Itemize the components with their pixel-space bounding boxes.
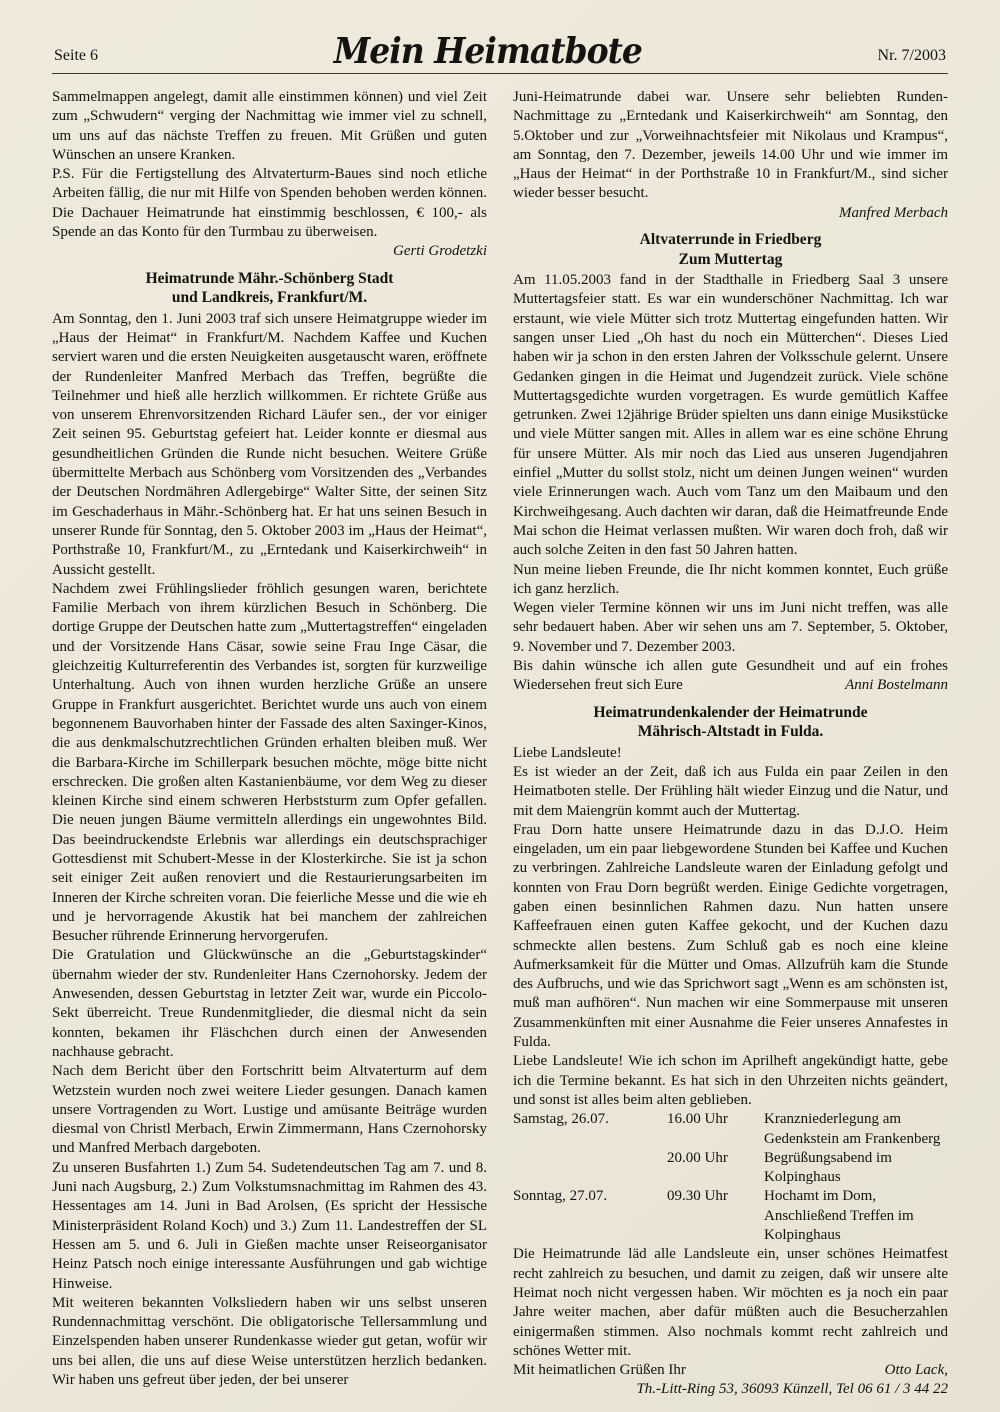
paragraph: Nach dem Bericht über den Fortschritt beim Altvaterturm auf dem Wetzstein wurden noch zwei weitere Lieder gesungen. Danach kamen unsere Vortragenden zu Wort. Lustige und amüsante Beiträge wurden diesmal von Christl Merbach, Erwin Zimmermann, Hans Czernohorsky und Manfred Merbach dargeboten. [52,1063,487,1157]
closing-line: Bis dahin wünsche ich allen gute Gesundheit und auf ein frohes Wiedersehen freut sich Eure [513,658,948,694]
article-schoenberg-continuation [513,88,948,223]
paragraph: Frau Dorn hatte unsere Heimatrunde dazu in das D.J.O. Heim eingeladen, um ein paar liebgewordene Stunden bei Kaffee und Kuchen zu verbringen. Zahlreiche Landsleute waren der Einladung gefolgt und konnten von Frau Dorn begrüßt werden. Einige Gedichte vorgetragen, gaben einen besinnlichen Rahmen dazu. Nun hatten unsere Kaffeefrauen einen guten Kaffee gekocht, und der Kuchen dazu schmeckte allen bestens. Zum Schluß gab es noch eine kleine Aufmerksamkeit für die Mütter und Omas. Allzufrüh kam die Stunde des Aufbruchs, und wie das Sprichwort sagt „Wenn es am schönsten ist, muß man aufhören“. Nun machen wir eine Sommerpause mit unseren Zusammenkünften mit einer Ausnahme die Feier unseres Annafestes in Fulda. [513,821,948,1051]
paragraph: P.S. Für die Fertigstellung des Altvaterturm-Baues sind noch etliche Arbeiten fällig, die nur mit Hilfe von Spenden behoben werden können. Die Dachauer Heimatrunde hat einstimmig beschlossen, € 100,- als Spende an das Konto für den Turmbau zu überweisen. [52,166,487,241]
paragraph: Liebe Landsleute! Wie ich schon im Aprilheft angekündigt hatte, gebe ich die Termine bekannt. Es hat sich in den Uhrzeiten nichts geändert, und sonst ist alles beim alten geblieben. [513,1053,948,1108]
schedule-time: 20.00 Uhr [667,1149,728,1166]
schedule-day: Samstag, 26.07. [513,1111,609,1128]
schedule-time: 16.00 Uhr [667,1111,728,1128]
article-title-line-2: Zum Muttertag [678,250,783,268]
paragraph: Die Gratulation und Glückwünsche an die „Geburtstagskinder“ übernahm wieder der stv. Rundenleiter Hans Czernohorsky. Jedem der Anwesenden, dessen Geburtstag in letzter Zeit war, wurde ein Piccolo-Sekt überreicht. Treue Rundenmitglieder, die diesmal nicht da sein konnten, bekamen ihr Fläschchen durch einen der Anwesenden nachhause gebracht. [52,947,487,1060]
schedule-desc: Kranzniederlegung am Gedenkstein am Frankenberg [764,1111,941,1147]
page-header [52,29,948,73]
paragraph: Wegen vieler Termine können wir uns im Juni nicht treffen, was alle sehr bedauert haben. Aber wir sehen uns am 7. September, 5. Oktober, 9. November und 7. Dezember 2003. [513,600,948,655]
paragraph: Am 11.05.2003 fand in der Stadthalle in Friedberg Saal 3 unsere Muttertagsfeier statt. Es war ein wunderschöner Nachmittag. Ich war erstaunt, wie viele Mütter sich trotz Muttertag eingefunden hatten. Wir sangen unser Lied „Oh hast du noch ein Mütterchen“. Dieses Lied haben wir ja schon in den ersten Jahren der Volksschule gelernt. Unsere Gedanken gingen in die Heimat und Jugendzeit zurück. Viele schöne Muttertagsgedichte wurden vorgetragen. Es wurde gemütlich Kaffee getrunken. Zwei 12jährige Brüder spielten uns dann einige Musikstücke und viele Mütter sangen mit. Alles in allem war es eine schöne Ehrung für unsere Mütter. Als mir noch das Lied aus unseren Jugendjahren einfiel „Mutter du sollst stolz, nicht um deinen Jungen weinen“ wurden viele Erinnerungen wach. Auch vom Tanz um den Maibaum und den Kirchweihgesang. Auch dachten wir daran, daß die Heimatfreunde Ende Mai schon die Heimat verlassen mußten. Wir waren doch froh, daß wir auch solche Zeiten in den fast 50 Jahren hatten. [513,272,948,559]
schedule-day [513,1149,663,1188]
author-signature: Otto Lack, [884,1362,948,1379]
paragraph: Zu unseren Busfahrten 1.) Zum 54. Sudetendeutschen Tag am 7. und 8. Juni nach Augsburg, 2.) Zum Volkstumsnachmittag im Rahmen des 43. Hessentages am 14. Juni in Bad Arolsen, (Es spricht der Hessische Ministerpräsident Roland Koch) und 3.) Zum 11. Landestreffen der SL Hessen am 5. und 6. Juli in Gießen machte unser Reiseorganisator Heinz Patsch noch einige interessante Ausführungen und gab wichtige Hinweise. [52,1159,487,1292]
issue-number: Nr. 7/2003 [877,47,946,64]
article-title-line-1: Heimatrunde Mähr.-Schönberg Stadt [145,269,394,287]
event-schedule [513,1110,948,1245]
schedule-day: Sonntag, 27.07. [513,1188,608,1205]
author-signature: Manfred Merbach [839,204,948,221]
paragraph: Es ist wieder an der Zeit, daß ich aus Fulda ein paar Zeilen in den Heimatboten stelle. Der Frühling hält wieder Einzug und die Natur, und mit dem Maiengrün kommt auch der Muttertag. [513,763,948,819]
masthead-title: Mein Heimatbote [333,29,642,72]
article-title-line-2: Mährisch-Altstadt in Fulda. [637,723,824,741]
schedule-desc: Begrüßungsabend im Kolpinghaus [764,1149,892,1186]
paragraph: Am Sonntag, den 1. Juni 2003 traf sich unsere Heimatgruppe wieder im „Haus der Heimat“ in Frankfurt/M. Nachdem Kaffee und Kuchen serviert waren und die ersten Neuigkeiten ausgetauscht waren, eröffnete der Rundenleiter Manfred Merbach das Treffen, begrüßte die Teilnehmer und hieß alle herzlich willkommen. Er richtete Grüße aus von unserem Ehrenvorsitzenden Richard Läufer sen., der vor einiger Zeit seinen 95. Geburtstag gefeiert hat. Leider konnte er diesmal aus gesundheitlichen Gründen die Runde nicht besuchen. Weitere Grüße übermittelte Merbach aus Schönberg vom Vorsitzenden des „Verbandes der Deutschen Nordmähren Adlergebirge“ Walter Sitte, der seinen Sitz im Geschaderhaus in Mähr.-Schönberg hat. Er hat uns seinen Besuch in unserer Runde für Sonntag, den 5. Oktober 2003 im „Haus der Heimat“, Porthstraße 10, Frankfurt/M., zu „Erntedank und Kaiserkirchweih“ in Aussicht gestellt. [52,310,487,578]
schedule-desc: Hochamt im Dom, Anschließend Treffen im Kolpinghaus [764,1188,914,1244]
right-column [513,88,948,1400]
paragraph: Nachdem zwei Frühlingslieder fröhlich gesungen waren, berichtete Familie Merbach von ihrem kürzlichen Besuch in Schönberg. Die dortige Gruppe der Deutschen hatte zum „Muttertagstreffen“ eingeladen und der Vorsitzende Hans Cäsar, sowie seine Frau Inge Cäsar, die gleichzeitig Kulturreferentin des Verbandes ist, sorgten für kurzweilige Unterhaltung. Auch von ihnen wurden herzliche Grüße an unsere Gruppe in Frankfurt ausgerichtet. Berichtet wurde uns auch von einem begonnenem Bauvorhaben hinter der Fassade des alten Saxinger-Kinos, die aus denkmalschutzrechtlichen Gründen erhalten bleiben muß. Wer die Barbara-Kirche im Schillerpark besuchen möchte, möge bitte nicht erschrecken. Die großen alten Kastanienbäume, vor dem Weg zu dieser kleinen Kirche sind einem schweren Herbststurm zum Opfer gefallen. Die neuen jungen Bäume vermitteln allerdings ein ungewohntes Bild. Das beeindruckendste Erlebnis war allerdings ein deutschsprachiger Gottesdienst mit Schubert-Messe in der Klosterkirche. Sie ist ja schon seit einiger Zeit außen renoviert und die Restaurierungsarbeiten im Inneren der Kirche schreiten voran. Die feierliche Messe und die wie eh und je hervorragende Akustik hat bei manchem der zahlreichen Besucher rührende Erinnerung hervorgerufen. [52,580,487,945]
article-schoenberg [52,269,487,1391]
header-divider [52,73,948,74]
salutation: Liebe Landsleute! [513,744,622,761]
paragraph: Sammelmappen angelegt, damit alle einstimmen können) und viel Zeit zum „Schwudern“ verging der Nachmittag wie immer viel zu schnell, um uns auf das nächste Treffen zu freuen. Mit Grüßen und guten Wünschen an unsere Kranken. [52,89,487,163]
closing-text: Mit heimatlichen Grüßen Ihr [513,1362,686,1379]
article-title-line-1: Heimatrundenkalender der Heimatrunde [593,703,868,721]
paragraph: Die Heimatrunde läd alle Landsleute ein, unser schönes Heimatfest recht zahlreich zu besuchen, und damit zu zeigen, daß wir unsere alte Heimat noch nicht vergessen haben. Wir möchten es ja noch ein paar Jahre weiter machen, aber dafür müßten auch die Besucherzahlen einigermaßen stimmen. Also nochmals kommt recht zahlreich und schönes Wetter mit. [513,1246,948,1359]
two-column-body [52,88,948,1400]
article-title-line-1: Altvaterrunde in Friedberg [639,231,822,249]
left-column [52,88,487,1400]
article-friedberg [513,230,948,696]
author-signature: Gerti Grodetzki [392,243,487,260]
paragraph: Mit weiteren bekannten Volksliedern haben wir uns selbst unseren Rundennachmittag verschönt. Die obligatorische Tellersammlung und Einzelspenden haben unserer Rundenkasse wieder gut getan, wofür wir uns bei allen, die uns auf diese Weise unterstützen herzlich bedanken. Wir haben uns gefreut über jeden, der bei unserer [52,1294,487,1388]
article-title [52,269,487,308]
page-number: Seite 6 [54,47,98,64]
article-fulda [513,703,948,1400]
schedule-time: 09.30 Uhr [667,1188,728,1205]
author-address: Th.-Litt-Ring 53, 36093 Künzell, Tel 06 61 / 3 44 22 [636,1381,948,1398]
closing-line [513,1361,948,1380]
article-title-line-2: und Landkreis, Frankfurt/M. [171,289,368,307]
article-dachau-continuation [52,88,487,262]
article-title [513,703,948,742]
paragraph: Nun meine lieben Freunde, die Ihr nicht kommen konntet, Euch grüße ich ganz herzlich. [513,561,948,597]
article-title [513,230,948,269]
author-signature: Anni Bostelmann [845,677,948,694]
paragraph: Juni-Heimatrunde dabei war. Unsere sehr beliebten Runden-Nachmittage zu „Erntedank und Kaiserkirchweih“ am Sonntag, den 5.Oktober und zur „Vorweihnachtsfeier mit Nikolaus und Krampus“, am Sonntag, den 7. Dezember, jeweils 14.00 Uhr und wie immer im „Haus der Heimat“ in der Porthstraße 10 in Frankfurt/M., sind sicher wieder besser besucht. [513,89,948,202]
